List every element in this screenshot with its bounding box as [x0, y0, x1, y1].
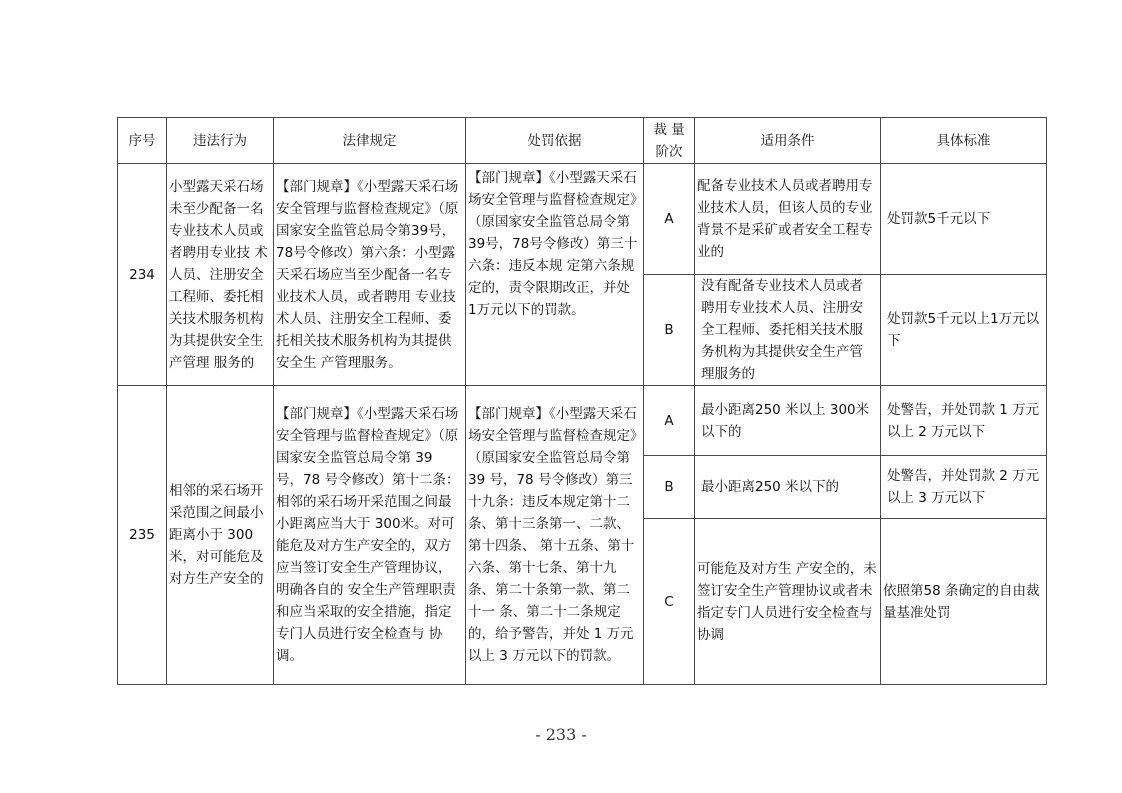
row-234-level-a: A — [644, 164, 695, 275]
row-235-level-a: A — [644, 386, 695, 456]
row-235-cond-a: 最小距离250 米以上 300米以下的 — [695, 386, 881, 456]
row-235-std-c: 依照第58 条确定的自由裁量基准处罚 — [881, 519, 1047, 685]
table-row — [118, 386, 1047, 456]
header-seq: 序号 — [118, 118, 167, 164]
row-234-cond-b: 没有配备专业技术人员或者聘用专业技术人员、注册安全工程师、委托相关技术服务机构为其提供安全生产管理服务的 — [695, 275, 881, 386]
row-234-std-a: 处罚款5千元以下 — [881, 164, 1047, 275]
table-row — [118, 164, 1047, 275]
row-235-seq: 235 — [118, 386, 167, 685]
header-level: 裁 量 阶次 — [644, 118, 695, 164]
row-235-cond-c: 可能危及对方生 产安全的，未签订安全生产管理协议或者未指定专门人员进行安全检查与协调 — [695, 519, 881, 685]
row-235-basis: 【部门规章】《小型露天采石场安全管理与监督检查规定》（原国家安全监管总局令第 39 号，78 号令修改）第三十九条：违反本规定第十二条、第十三条第一、二款、第十四条、 第十五条、第十六条、第十七条、第十九条、第二十条第一款、第二十一 条、第二十二条规定的，给予警告，并处 1 万元以上 3 万元以下的罚款。 — [466, 386, 644, 685]
header-violation: 违法行为 — [167, 118, 274, 164]
row-234-law: 【部门规章】《小型露天采石场安全管理与监督检查规定》（原国家安全监管总局令第39号，78号令修改）第六条：小型露天采石场应当至少配备一名专业技术人员，或者聘用 专业技术人员、注册安全工程师、委托相关技术服务机构为其提供安全生 产管理服务。 — [274, 164, 466, 386]
page-number: - 233 - — [535, 725, 587, 744]
row-234-seq: 234 — [118, 164, 167, 386]
row-234-std-b: 处罚款5千元以上1万元以下 — [881, 275, 1047, 386]
row-235-level-b: B — [644, 456, 695, 519]
row-235-cond-b: 最小距离250 米以下的 — [695, 456, 881, 519]
row-235-law: 【部门规章】《小型露天采石场安全管理与监督检查规定》（原国家安全监管总局令第 39 号，78 号令修改）第十二条：相邻的采石场开采范围之间最小距离应当大于 300米。对可能危及对方生产安全的，双方应当签订安全生产管理协议，明确各自的 安全生产管理职责和应当采取的安全措施，指定专门人员进行安全检查与 协调。 — [274, 386, 466, 685]
row-235-violation: 相邻的采石场开采范围之间最小距离小于 300 米，对可能危及对方生产安全的 — [167, 386, 274, 685]
header-penalty-basis: 处罚依据 — [466, 118, 644, 164]
row-235-std-a: 处警告，并处罚款 1 万元以上 2 万元以下 — [881, 386, 1047, 456]
header-law: 法律规定 — [274, 118, 466, 164]
penalty-table — [117, 117, 1047, 685]
row-234-violation: 小型露天采石场未至少配备一名专业技术人员或者聘用专业技 术人员、注册安全工程师、委托相关技术服务机构为其提供安全生产管理 服务的 — [167, 164, 274, 386]
header-row — [118, 118, 1047, 164]
row-235-level-c: C — [644, 519, 695, 685]
header-condition: 适用条件 — [695, 118, 881, 164]
header-standard: 具体标准 — [881, 118, 1047, 164]
row-234-cond-a: 配备专业技术人员或者聘用专业技术人员，但该人员的专业背景不是采矿或者安全工程专业的 — [695, 164, 881, 275]
row-234-basis: 【部门规章】《小型露天采石场安全管理与监督检查规定》（原国家安全监管总局令第 39号，78号令修改）第三十六条：违反本规 定第六条规定的，责令限期改正，并处 1万元以下的罚款。 — [466, 164, 644, 386]
row-235-std-b: 处警告，并处罚款 2 万元以上 3 万元以下 — [881, 456, 1047, 519]
row-234-level-b: B — [644, 275, 695, 386]
